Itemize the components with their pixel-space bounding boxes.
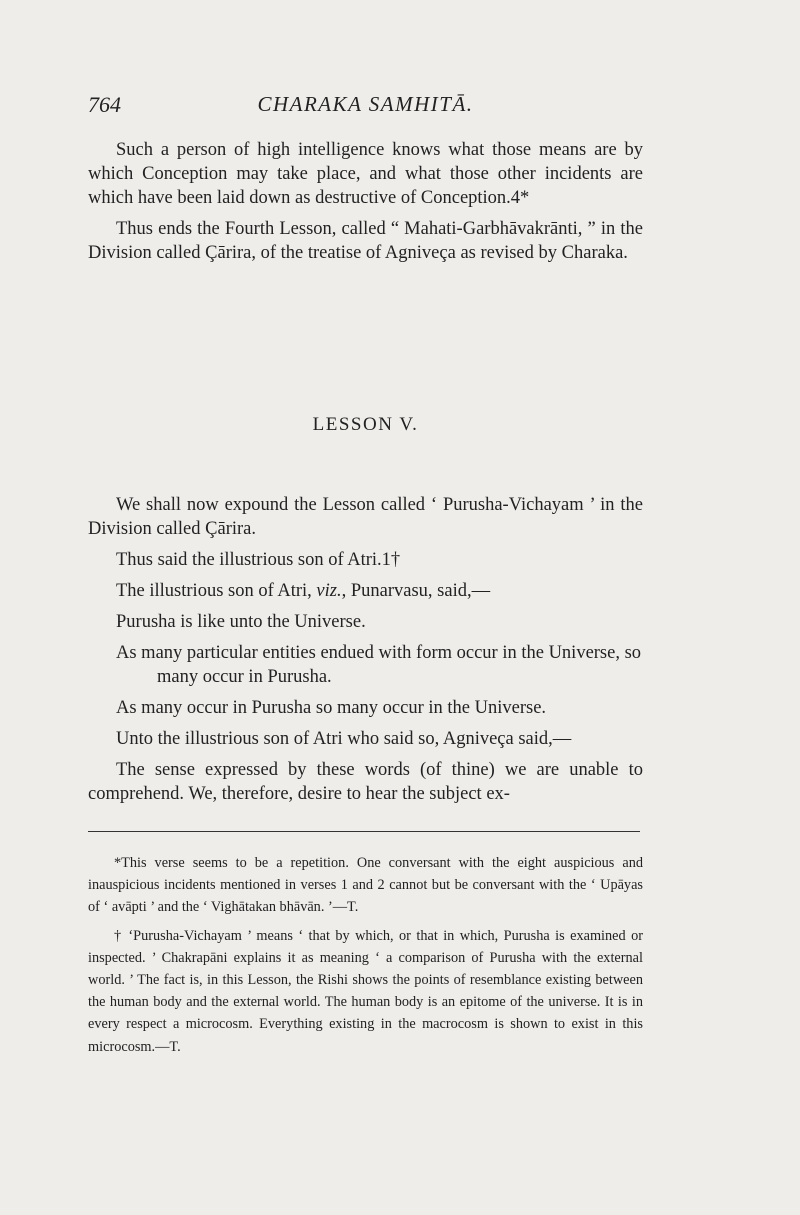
paragraph-conception: Such a person of high intelligence knows what those means are by which Conception may take place, and what those other incidents are which have been laid down as destructive of Conception.4* (88, 140, 643, 208)
lesson-paragraph: Unto the illustrious son of Atri who said so, Agniveça said,— (116, 729, 572, 749)
lesson-paragraph: Thus said the illustrious son of Atri.1† (116, 550, 401, 570)
text-run: , Punarvasu, said,— (341, 581, 491, 601)
lesson-paragraph: As many occur in Purusha so many occur in the Universe. (116, 698, 547, 718)
lesson-paragraph: The sense expressed by these words (of thine) we are unable to comprehend. We, therefore, desire to hear the subject ex- (88, 760, 643, 804)
footnote: † ‘Purusha-Vichayam ’ means ‘ that by which, or that in which, Purusha is examined or inspected. ’ Chakrapāni explains it as meaning ‘ a comparison of Purusha with the external world. ’ The fact is, in this Lesson, the Rishi shows the points of resemblance existing between the human body and the external world. The human body is an epitome of the universe. It is in every respect a microcosm. Everything existing in the macrocosm is shown to exist in this microcosm.—T. (88, 927, 643, 1055)
page-number: 764 (88, 92, 121, 117)
lesson-paragraph: Purusha is like unto the Universe. (116, 612, 366, 632)
lesson-paragraph (88, 579, 643, 603)
lesson-paragraph: We shall now expound the Lesson called ‘ Purusha-Vichayam ’ in the Division called Çārira. (88, 495, 643, 539)
running-head: CHARAKA SAMHITĀ. (257, 92, 474, 116)
lesson-paragraph: As many particular entities endued with form occur in the Universe, so many occur in Purusha. (116, 643, 642, 687)
italic-run: viz. (316, 581, 342, 601)
footnote-divider (88, 831, 640, 832)
footnotes (88, 852, 643, 1064)
text-run: The illustrious son of Atri, (116, 581, 317, 601)
page-header (88, 92, 643, 122)
lesson-text (88, 493, 643, 813)
footnote: *This verse seems to be a repetition. One conversant with the eight auspicious and inauspicious incidents mentioned in verses 1 and 2 cannot but be conversant with the ‘ Upāyas of ‘ avāpti ’ and the ‘ Vighātakan bhāvān. ’—T. (88, 855, 643, 916)
lesson-heading: LESSON V. (312, 414, 419, 435)
paragraph-lesson-end: Thus ends the Fourth Lesson, called “ Mahati-Garbhāvakrānti, ” in the Division called Çārira, of the treatise of Agniveça as revised by Charaka. (88, 219, 643, 263)
continuation-text (88, 138, 643, 272)
